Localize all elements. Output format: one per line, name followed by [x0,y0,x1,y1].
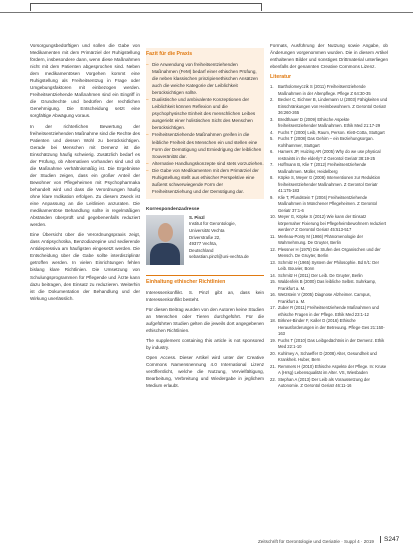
reference-number: 2. [270,97,274,103]
paragraph: Interessenkonflikt. S. Pinzl gibt an, dass kein Interessenkonflikt besteht. [146,289,264,302]
reference-item [270,364,388,377]
reference-number: 16. [270,292,276,298]
contact-details [189,215,249,265]
contact-email[interactable]: sebastian.pinzl@uni-vechta.de [189,254,249,260]
reference-item [270,175,388,195]
reference-item [270,351,388,364]
reference-item [270,305,388,318]
reference-number: 4. [270,129,274,135]
reference-item [270,338,388,351]
reference-number: 10. [270,214,276,220]
conclusion-list [146,61,264,195]
license-text: Formats, Ausführung der Nutzung sowie Angabe, ob Änderungen vorgenommen wurden. Die in diesem Artikel enthaltenen Bilder und sonstiges Drittmaterial unterliegen ebenfalls der genannten Creative Commons Lizenz. [270,43,388,70]
author-photo [146,215,184,265]
reference-number: 1. [270,84,274,90]
shirt-shape [150,243,180,265]
reference-text: Remmers H (2010) Ethische Aspekte der Pflege. In: Kruse A (Hrsg) Lebensqualität im Alter. VS, Wiesbaden [278,363,387,376]
reference-number: 15. [270,279,276,285]
list-item: – Die Anwendung von freiheitsentziehenden Maßnahmen (FeM) bedarf einer ethischen Prüfung, die neben klassischen prinzipienethischen Ansätzen auch die weiche Kategorie der Leiblichkeit berücksichtigen sollte. [152,61,264,96]
reference-number: 21. [270,363,276,369]
column-right [270,42,388,390]
contact-name: S. Pinzl [189,214,205,220]
reference-text: Fuchs T (2000) Leib, Raum, Person. Klett-Cotta, Stuttgart [278,129,385,135]
face-shape [158,223,173,242]
reference-item [270,214,388,234]
reference-text: Stephan A (2013) Der Leib als Voraussetzung der Autonomie. Z Gerontol Geriatr 46:11-16 [278,376,370,389]
list-item: – Dualistische und ambivalente Konzeptionen der Leiblichkeit können Reflexion und die psychophysische Einheit des menschlichen Leibes ausgeriebt einer holistischen Sicht des Menschen berücksichtigen. [152,96,264,131]
reference-text: Bartholomeyczik S (2011) Freiheitsentziehende Maßnahmen in der Altenpflege. Pflege Z 64:30-35 [278,84,371,96]
reference-text: Fuchs T (2010) Das Leibgedächtnis in der Demenz. Ethik Med 22:1-10 [278,337,385,350]
reference-text: Plessner H (1975) Die Stufen des Organischen und der Mensch. De Gruyter, Berlin [278,246,381,259]
reference-text: Hamers JP, Huizing AR (2005) Why do we use physical restraints in the elderly? Z Gerontol Geriatr 38:19-25 [278,149,381,161]
contact-block [146,215,264,265]
reference-item [270,377,388,390]
reference-text: Köpke S, Meyer G (2008) Interventionen zur Reduktion freiheitsentziehender Maßnahmen. Z Gerontol Geriatr 41:175-183 [278,175,381,194]
reference-text: Schmitz H (2011) Der Leib. De Gruyter, Berlin [278,272,363,278]
list-item: – Alternative Handlungskonzepte sind stets vorzuziehen. [152,160,264,167]
reference-text: Fuchs T (2008) Das Gehirn – ein Beziehungsorgan. Kohlhammer, Stuttgart [278,136,374,148]
reference-number: 13. [270,259,276,265]
reference-number: 17. [270,305,276,311]
column-middle [146,48,264,393]
paragraph: The supplement containing this article is not sponsored by industry. [146,338,264,351]
reference-text: Kuhlmey A, Schaeffer D (2008) Alter, Gesundheit und Krankheit. Huber, Bern [278,350,377,363]
reference-number: 3. [270,116,274,122]
contact-line: Institut für Gerontologie, [189,221,236,227]
reference-number: 8. [270,175,274,181]
reference-item [270,117,388,130]
reference-text: Becker C, Eichner B, Lindemann U (2003) Fähigkeiten und Einschränkungen von Heimbewohnern. Z Gerontol Geriatr 36:260-265 [278,97,388,116]
reference-text: Birkner-Binder F, Kaller D (2016) Ethische Herausforderungen in der Betreuung. Pflege Ges 21:150-163 [278,318,385,337]
reference-text: Bredthauer D (2009) Ethische Aspekte freiheitsentziehender Maßnahmen. Ethik Med 21:17-29 [278,116,381,129]
conclusion-box [146,48,264,199]
reference-text: Waldenfels B (2000) Das leibliche Selbst. Suhrkamp, Frankfurt a. M. [278,279,377,291]
reference-number: 9. [270,194,274,200]
reference-number: 19. [270,337,276,343]
paragraph: Eine Übersicht über die Verordnungspraxis zeigt, dass Antipsychotika, Benzodiazepine und sedierende Antidepressiva am häufigsten eingesetzt werden. Die Entscheidung über die Gabe sollte interdisziplinär getroffen werden. In vielen Einrichtungen fehlen bislang klare Richtlinien. Die Umsetzung von Schulungsprogrammen für Pflegende und Ärzte kann dazu beitragen, den Einsatz zu reduzieren. Weiterhin ist die Dokumentation der Behandlung und der Wirkung unerlässlich. [30,232,140,301]
reference-number: 6. [270,149,274,155]
header-frame [30,3,262,11]
reference-item [270,234,388,247]
paragraph: In der richterlichen Bewertung der freiheitsentziehenden Maßnahme sind die Rechte des Patienten und dessen Wohl zu berücksichtigen. Gerade bei Menschen mit Demenz ist die Einschätzung häufig schwierig. Zusätzlich bedarf es der Prüfung, ob Alternativen vorhanden sind und ob die Maßnahme verhältnismäßig ist. Die Ergebnisse der Studien zeigen, dass ein großer Anteil der Bewohner von Pflegeheimen mit Psychopharmaka behandelt wird und dass die Verordnungen häufig ohne klare Indikation erfolgen. Zu diesem Zweck ist eine Anpassung an die Leitlinien anzuraten. Die medikamentöse Behandlung sollte in regelmäßigen Abständen überprüft und gegebenenfalls reduziert werden. [30,123,140,228]
reference-item [270,84,388,97]
paragraph: Open Access. Dieser Artikel wird unter der Creative Commons Namensnennung 4.0 International Lizenz veröffentlicht, welche die Nutzung, Vervielfältigung, Bearbeitung, Verbreitung und Wiedergabe in jeglichem Medium erlaubt. [146,355,264,389]
reference-number: 20. [270,350,276,356]
contact-line: 49377 Vechta, [189,241,218,247]
reference-number: 7. [270,162,274,168]
paragraph: Für diesen Beitrag wurden von den Autoren keine Studien an Menschen oder Tieren durchgeführt. Für die aufgeführten Studien gelten die jeweils dort angegebenen ethischen Richtlinien. [146,306,264,334]
reference-number: 11. [270,233,276,239]
conclusion-title: Fazit für die Praxis [146,51,193,57]
reference-item [270,292,388,305]
page-header-rule [0,0,413,13]
reference-item [270,149,388,162]
reference-text: Zuber R (2011) Freiheitsentziehende Maßnahmen und ethische Fragen in der Pflege. Ethik Med 23:1-12 [278,305,379,317]
column-left [30,42,140,305]
contact-line: Deutschland [189,247,214,253]
reference-item [270,97,388,117]
reference-number: 22. [270,376,276,382]
reference-text: Hoffmann B, Klie T (2012) Freiheitsentziehende Maßnahmen. Müller, Heidelberg [278,162,367,174]
reference-text: Merleau-Ponty M (1966) Phänomenologie der Wahrnehmung. De Gruyter, Berlin [278,233,363,246]
ethics-text [146,289,264,390]
contact-line: Driverstraße 22, [189,234,221,240]
references-list [270,84,388,390]
page-number: S247 [380,536,399,543]
reference-number: 14. [270,272,276,278]
reference-item [270,260,388,273]
reference-text: Meyer G, Köpke S (2012) Wie kann der Einsatz körpernaher Fixierung bei Pflegeheimbewohnern reduziert werden? Z Gerontol Geriatr 45:513-517 [278,214,387,233]
reference-text: Schmitz H (1965) System der Philosophie. Bd II/1: Der Leib. Bouvier, Bonn [278,259,380,272]
reference-item [270,318,388,338]
reference-item [270,195,388,215]
reference-item [270,279,388,292]
reference-number: 18. [270,318,276,324]
reference-item [270,162,388,175]
reference-text: Wetzstein V (2005) Diagnose Alzheimer. Campus, Frankfurt a. M. [278,292,371,304]
paragraph: Vorsorgungsbedürftigen und sollen die Gabe von Medikamenten mit dem Primärziel der Ruhigstellung fördern, insbesondere dann, wenn diese Maßnahmen nicht mit dem Patienten abgesprochen sind. Neben dem medikamentösen Vorgehen kommt eine Ruhigstellung als Freiheitsentzug in Frage oder Umgebungsfaktoren mit einbezogen werden. Freiheitsentziehende Maßnahmen sind ein Eingriff in die Grundrechte und bedürfen der rechtlichen Genehmigung. Die Entscheidung setzt eine sorgfältige Abwägung voraus. [30,43,140,119]
reference-number: 5. [270,136,274,142]
ethics-title: Einhaltung ethischer Richtlinien [146,275,264,286]
references-title: Literatur [270,74,292,81]
reference-item [270,136,388,149]
contact-title: Korrespondenzadresse [146,206,200,212]
body-text-left [30,42,140,302]
list-item: – Die Gabe von Medikamenten mit dem Primärziel der Ruhigstellung stellt aus ethischer Perspektive eine äußerst schwerwiegende Form der Freiheitsentziehung und der Demütigung dar. [152,167,264,195]
journal-footer: Zeitschrift für Gerontologie und Geriatrie · Suppl 4 · 2019 [258,539,374,544]
reference-number: 12. [270,246,276,252]
reference-item [270,247,388,260]
list-item: – Freiheitsentziehende Maßnahmen greifen in die leibliche Freiheit des Menschen ein und stellen eine Form der Demütigung und Erniedrigung der leiblichen Souveränität dar. [152,131,264,159]
contact-line: Universität Vechta [189,228,225,234]
reference-text: Klie T, Pfundstein T (2004) Freiheitsentziehende Maßnahmen in Münchener Pflegeheimen. Z Gerontol Geriatr 37:1-6 [278,194,377,213]
